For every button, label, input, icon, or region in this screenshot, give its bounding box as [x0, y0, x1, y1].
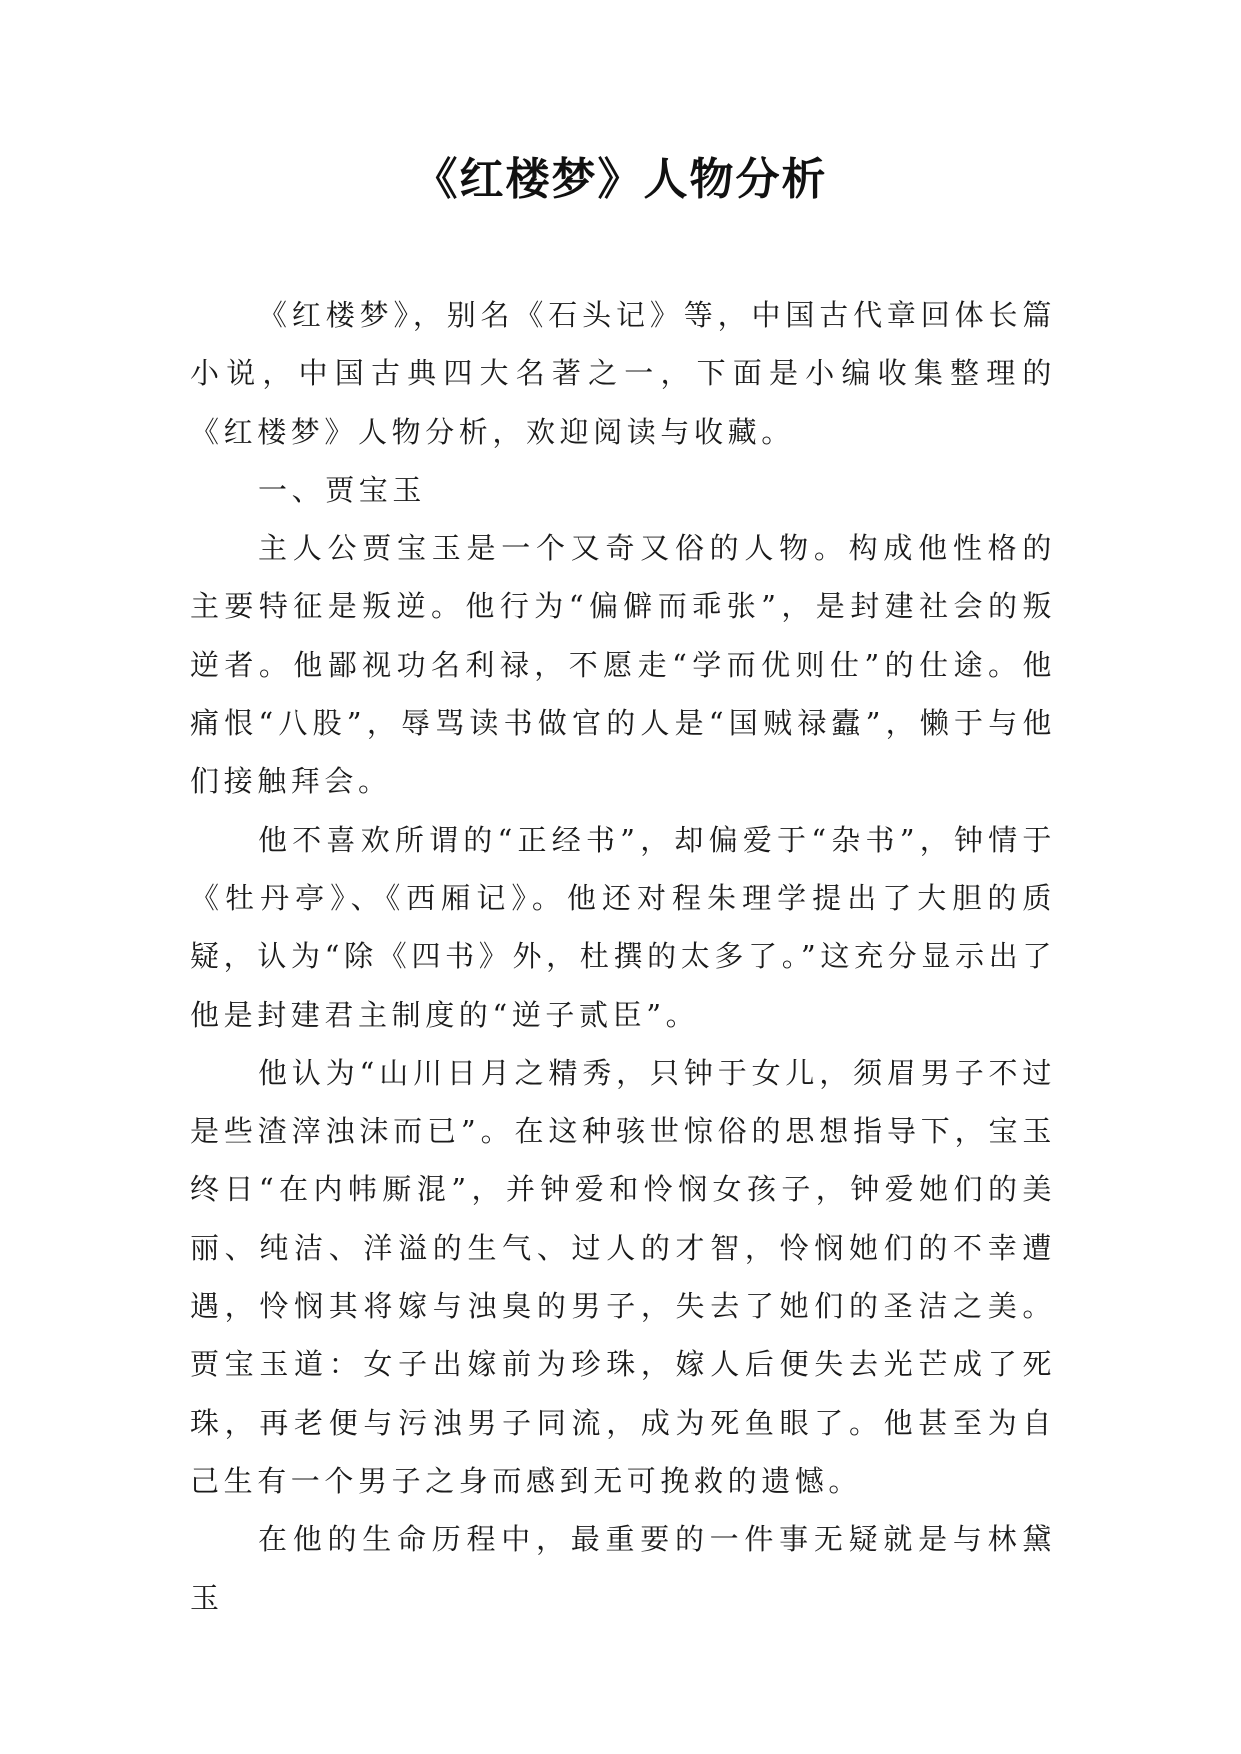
document-title: 《红楼梦》人物分析 — [413, 154, 828, 205]
paragraph: 他认为“山川日月之精秀，只钟于女儿，须眉男子不过是些渣滓浊沫而已”。在这种骇世惊俗的思想指导下，宝玉终日“在内帏厮混”，并钟爱和怜悯女孩子，钟爱她们的美丽、纯洁、洋溢的生气、过人的才智，怜悯她们的不幸遭遇，怜悯其将嫁与浊臭的男子，失去了她们的圣洁之美。贾宝玉道：女子出嫁前为珍珠，嫁人后便失去光芒成了死珠，再老便与污浊男子同流，成为死鱼眼了。他甚至为自己生有一个男子之身而感到无可挽救的遗憾。 — [190, 1055, 1056, 1498]
paragraph-intro: 《红楼梦》，别名《石头记》等，中国古代章回体长篇小说，中国古典四大名著之一，下面是小编收集整理的《红楼梦》人物分析，欢迎阅读与收藏。 — [190, 298, 1056, 449]
paragraph: 他不喜欢所谓的“正经书”，却偏爱于“杂书”，钟情于《牡丹亭》、《西厢记》。他还对程朱理学提出了大胆的质疑，认为“除《四书》外，杜撰的太多了。”这充分显示出了他是封建君主制度的“逆子贰臣”。 — [190, 822, 1056, 1032]
section-heading-jia-baoyu: 一、贾宝玉 — [258, 472, 427, 507]
paragraph: 主人公贾宝玉是一个又奇又俗的人物。构成他性格的主要特征是叛逆。他行为“偏僻而乖张”，是封建社会的叛逆者。他鄙视功名利禄，不愿走“学而优则仕”的仕途。他痛恨“八股”，辱骂读书做官的人是“国贼禄蠹”，懒于与他们接触拜会。 — [190, 531, 1056, 799]
paragraph: 在他的生命历程中，最重要的一件事无疑就是与林黛玉 — [190, 1522, 1056, 1615]
document-body — [190, 286, 1056, 1627]
